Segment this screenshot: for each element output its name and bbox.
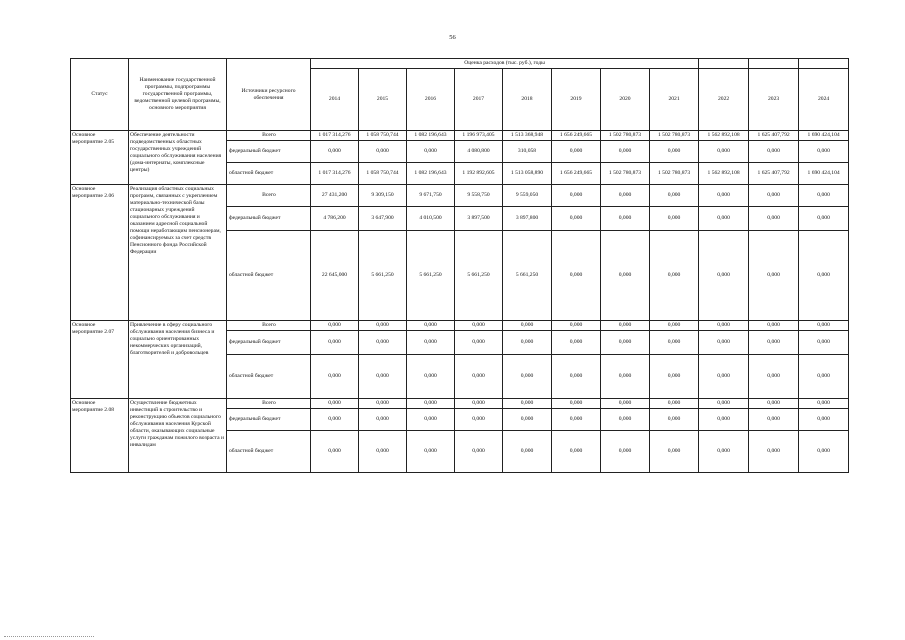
name-header: Наименование государственной программы, подпрограммы государственной программы, ведомственной целевой программы, основного мероприятия <box>129 59 227 131</box>
value-cell: 0,000 <box>601 355 650 399</box>
value-cell: 0,000 <box>699 431 749 473</box>
status-cell: Основное мероприятие 2.08 <box>71 399 129 473</box>
value-cell: 0,000 <box>455 409 503 431</box>
value-cell: 0,000 <box>552 409 601 431</box>
value-cell: 1 192 892,605 <box>455 163 503 185</box>
source-cell: областной бюджет <box>227 355 311 399</box>
value-cell: 0,000 <box>407 431 455 473</box>
value-cell: 0,000 <box>799 141 849 163</box>
value-cell: 0,000 <box>311 399 359 409</box>
value-cell: 0,000 <box>749 231 799 321</box>
value-cell: 0,000 <box>311 321 359 331</box>
value-cell: 1 058 750,744 <box>359 163 407 185</box>
value-cell: 0,000 <box>311 331 359 355</box>
year-header: 2016 <box>407 69 455 131</box>
value-cell: 0,000 <box>455 321 503 331</box>
measure-name-cell: Обеспечение деятельности подведомственных областных государственных учреждений социального обслуживания населения (дома-интернаты, комплексные центры) <box>129 131 227 185</box>
value-cell: 0,000 <box>552 207 601 231</box>
value-cell: 0,000 <box>799 355 849 399</box>
value-cell: 0,000 <box>799 431 849 473</box>
value-cell: 0,000 <box>359 409 407 431</box>
value-cell: 0,000 <box>552 399 601 409</box>
value-cell: 0,000 <box>699 355 749 399</box>
source-cell: областной бюджет <box>227 431 311 473</box>
value-cell: 0,000 <box>799 231 849 321</box>
year-header: 2020 <box>601 69 650 131</box>
value-cell: 0,000 <box>601 331 650 355</box>
value-cell: 0,000 <box>650 185 699 207</box>
value-cell: 9 559,050 <box>503 185 552 207</box>
source-cell: Всего <box>227 131 311 141</box>
table-row <box>71 399 849 409</box>
value-cell: 0,000 <box>601 431 650 473</box>
value-cell: 0,000 <box>650 207 699 231</box>
value-cell: 1 082 196,643 <box>407 131 455 141</box>
value-cell: 0,000 <box>359 431 407 473</box>
value-cell: 0,000 <box>455 399 503 409</box>
value-cell: 1 625 407,792 <box>749 163 799 185</box>
value-cell: 0,000 <box>359 331 407 355</box>
year-header: 2021 <box>650 69 699 131</box>
year-header: 2015 <box>359 69 407 131</box>
value-cell: 0,000 <box>359 141 407 163</box>
value-cell: 0,000 <box>799 399 849 409</box>
value-cell: 5 661,250 <box>407 231 455 321</box>
value-cell: 3 897,500 <box>455 207 503 231</box>
value-cell: 0,000 <box>311 355 359 399</box>
value-cell: 1 502 780,873 <box>650 131 699 141</box>
value-cell: 0,000 <box>749 409 799 431</box>
measure-name-cell: Осуществление бюджетных инвестиций в строительство и реконструкцию объектов социального обслуживания населения Курской области, оказывающих социальные услуги гражданам пожилого возраста и инвалидам <box>129 399 227 473</box>
table-row <box>71 185 849 207</box>
source-cell: федеральный бюджет <box>227 207 311 231</box>
value-cell: 0,000 <box>699 399 749 409</box>
value-cell: 1 017 314,276 <box>311 131 359 141</box>
value-cell: 1 502 780,873 <box>601 131 650 141</box>
year-header: 2018 <box>503 69 552 131</box>
value-cell: 0,000 <box>601 185 650 207</box>
table-row <box>71 321 849 331</box>
value-cell: 0,000 <box>601 141 650 163</box>
value-cell: 0,000 <box>311 431 359 473</box>
value-cell: 1 513 368,948 <box>503 131 552 141</box>
value-cell: 1 017 314,276 <box>311 163 359 185</box>
value-cell: 0,000 <box>455 331 503 355</box>
expenditure-table <box>70 58 849 473</box>
table-row <box>71 131 849 141</box>
value-cell: 0,000 <box>359 399 407 409</box>
value-cell: 0,000 <box>601 399 650 409</box>
value-cell: 1 196 973,405 <box>455 131 503 141</box>
blank-header-cell <box>749 59 799 69</box>
value-cell: 0,000 <box>552 355 601 399</box>
value-cell: 0,000 <box>601 409 650 431</box>
value-cell: 1 562 892,108 <box>699 131 749 141</box>
value-cell: 0,000 <box>699 141 749 163</box>
page-number: 56 <box>449 34 456 41</box>
blank-header-cell <box>799 59 849 69</box>
status-cell: Основное мероприятие 2.07 <box>71 321 129 399</box>
value-cell: 0,000 <box>601 207 650 231</box>
value-cell: 0,000 <box>601 321 650 331</box>
value-cell: 0,000 <box>749 207 799 231</box>
value-cell: 0,000 <box>799 185 849 207</box>
value-cell: 1 690 424,104 <box>799 131 849 141</box>
value-cell: 9 671,750 <box>407 185 455 207</box>
value-cell: 0,000 <box>650 399 699 409</box>
measure-name-cell: Привлечение в сферу социального обслуживания населения бизнеса и социально ориентированных некоммерческих организаций, благотворителей и добровольцев <box>129 321 227 399</box>
value-cell: 0,000 <box>650 321 699 331</box>
value-cell: 27 431,200 <box>311 185 359 207</box>
measure-name-cell: Реализация областных социальных программ, связанных с укреплением материально-технической базы стационарных учреждений социального обслуживания и оказанием адресной социальной помощи неработающим пенсионерам, софинансируемых за счет средств Пенсионного фонда Российской Федерации <box>129 185 227 321</box>
value-cell: 0,000 <box>503 399 552 409</box>
source-cell: федеральный бюджет <box>227 409 311 431</box>
value-cell: 0,000 <box>407 409 455 431</box>
value-cell: 1 502 780,873 <box>650 163 699 185</box>
value-cell: 5 661,250 <box>455 231 503 321</box>
value-cell: 1 562 892,108 <box>699 163 749 185</box>
value-cell: 0,000 <box>650 431 699 473</box>
value-cell: 1 690 424,104 <box>799 163 849 185</box>
value-cell: 1 656 249,665 <box>552 163 601 185</box>
value-cell: 0,000 <box>552 231 601 321</box>
value-cell: 1 082 196,643 <box>407 163 455 185</box>
value-cell: 0,000 <box>455 431 503 473</box>
value-cell: 0,000 <box>552 331 601 355</box>
source-cell: федеральный бюджет <box>227 331 311 355</box>
value-cell: 0,000 <box>311 409 359 431</box>
value-cell: 0,000 <box>749 185 799 207</box>
value-cell: 0,000 <box>650 409 699 431</box>
value-cell: 0,000 <box>407 321 455 331</box>
value-cell: 0,000 <box>749 399 799 409</box>
value-cell: 0,000 <box>407 355 455 399</box>
value-cell: 4 010,500 <box>407 207 455 231</box>
year-header: 2014 <box>311 69 359 131</box>
value-cell: 0,000 <box>650 355 699 399</box>
source-cell: Всего <box>227 185 311 207</box>
value-cell: 0,000 <box>552 431 601 473</box>
value-cell: 5 661,250 <box>503 231 552 321</box>
blank-header-cell <box>699 59 749 69</box>
value-cell: 0,000 <box>552 141 601 163</box>
value-cell: 1 513 058,890 <box>503 163 552 185</box>
value-cell: 1 502 780,873 <box>601 163 650 185</box>
value-cell: 0,000 <box>455 355 503 399</box>
value-cell: 0,000 <box>749 141 799 163</box>
value-cell: 0,000 <box>699 185 749 207</box>
value-cell: 0,000 <box>503 331 552 355</box>
value-cell: 0,000 <box>699 409 749 431</box>
source-cell: федеральный бюджет <box>227 141 311 163</box>
header-row-1 <box>71 59 849 69</box>
value-cell: 0,000 <box>407 399 455 409</box>
value-cell: 0,000 <box>359 321 407 331</box>
value-cell: 0,000 <box>799 409 849 431</box>
value-cell: 1 656 249,665 <box>552 131 601 141</box>
value-cell: 0,000 <box>699 321 749 331</box>
value-cell: 0,000 <box>650 141 699 163</box>
year-header: 2024 <box>799 69 849 131</box>
value-cell: 0,000 <box>749 321 799 331</box>
value-cell: 9 558,750 <box>455 185 503 207</box>
value-cell: 9 309,150 <box>359 185 407 207</box>
value-cell: 1 058 750,744 <box>359 131 407 141</box>
source-cell: Всего <box>227 399 311 409</box>
year-header: 2023 <box>749 69 799 131</box>
value-cell: 1 625 407,792 <box>749 131 799 141</box>
source-header: Источники ресурсного обеспечения <box>227 59 311 131</box>
value-cell: 0,000 <box>799 321 849 331</box>
value-cell: 0,000 <box>407 331 455 355</box>
status-cell: Основное мероприятие 2.06 <box>71 185 129 321</box>
value-cell: 4 786,200 <box>311 207 359 231</box>
value-cell: 0,000 <box>503 355 552 399</box>
year-header: 2022 <box>699 69 749 131</box>
value-cell: 0,000 <box>749 431 799 473</box>
value-cell: 22 645,000 <box>311 231 359 321</box>
source-cell: областной бюджет <box>227 231 311 321</box>
value-cell: 0,000 <box>699 331 749 355</box>
year-header: 2017 <box>455 69 503 131</box>
value-cell: 3 647,900 <box>359 207 407 231</box>
footer-mark <box>4 632 94 637</box>
value-cell: 0,000 <box>552 185 601 207</box>
value-cell: 310,058 <box>503 141 552 163</box>
status-cell: Основное мероприятие 2.05 <box>71 131 129 185</box>
year-header: 2019 <box>552 69 601 131</box>
value-cell: 0,000 <box>359 355 407 399</box>
value-cell: 0,000 <box>552 321 601 331</box>
value-cell: 0,000 <box>749 331 799 355</box>
source-cell: Всего <box>227 321 311 331</box>
value-cell: 0,000 <box>799 331 849 355</box>
value-cell: 4 080,800 <box>455 141 503 163</box>
value-cell: 0,000 <box>799 207 849 231</box>
value-cell: 0,000 <box>407 141 455 163</box>
value-cell: 0,000 <box>503 409 552 431</box>
value-cell: 0,000 <box>699 231 749 321</box>
estimate-header: Оценка расходов (тыс. руб.), годы <box>311 59 699 69</box>
source-cell: областной бюджет <box>227 163 311 185</box>
value-cell: 0,000 <box>749 355 799 399</box>
value-cell: 5 661,250 <box>359 231 407 321</box>
value-cell: 3 897,800 <box>503 207 552 231</box>
value-cell: 0,000 <box>699 207 749 231</box>
value-cell: 0,000 <box>311 141 359 163</box>
value-cell: 0,000 <box>503 321 552 331</box>
value-cell: 0,000 <box>650 331 699 355</box>
value-cell: 0,000 <box>650 231 699 321</box>
status-header: Статус <box>71 59 129 131</box>
value-cell: 0,000 <box>601 231 650 321</box>
value-cell: 0,000 <box>503 431 552 473</box>
